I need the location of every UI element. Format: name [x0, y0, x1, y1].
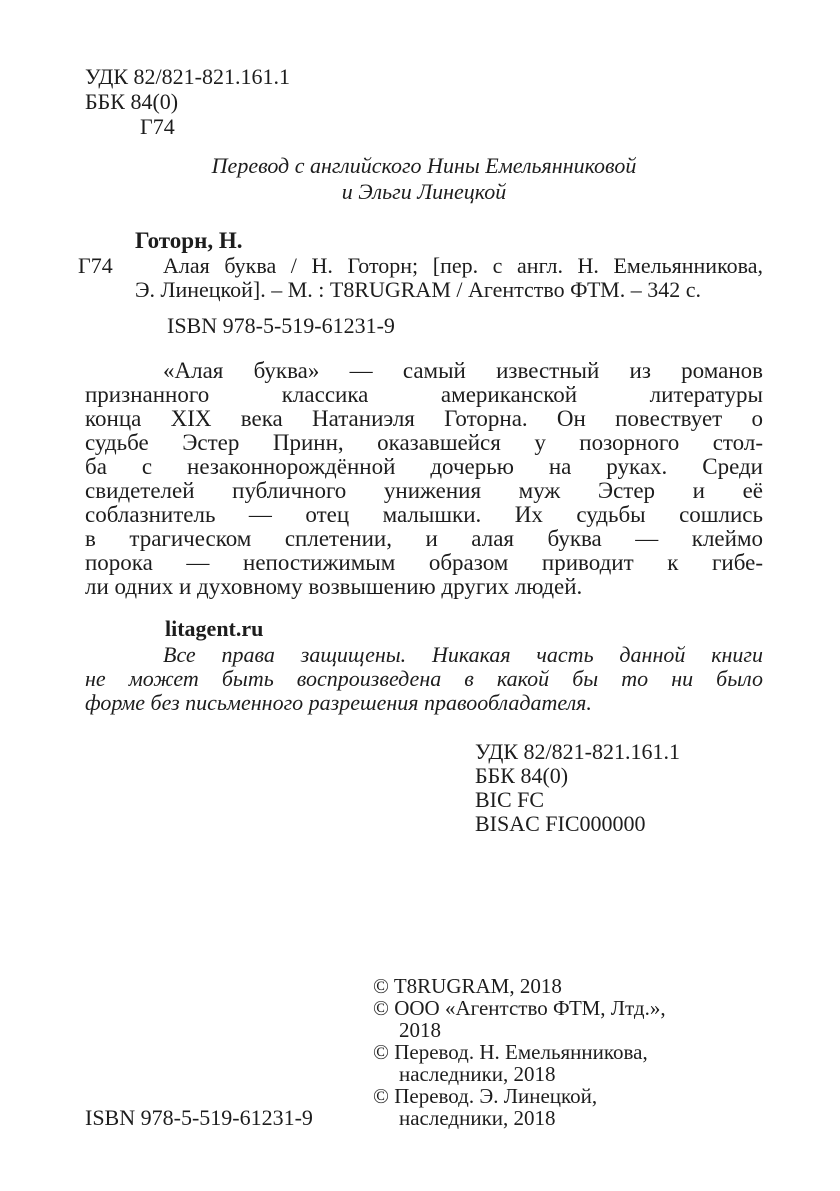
catalog-description-line1: Алая буква / Н. Готорн; [пер. с англ. Н. Емельянникова,	[163, 253, 763, 278]
book-annotation	[85, 359, 763, 599]
isbn-bottom: ISBN 978-5-519-61231-9	[85, 1105, 313, 1130]
annotation-line: в трагическом сплетении, и алая буква — клеймо	[85, 526, 763, 551]
bisac-code: BISAC FIC000000	[475, 811, 646, 836]
annotation-line: ли одних и духовному возвышению других людей.	[85, 574, 583, 599]
annotation-line: судьбе Эстер Принн, оказавшейся у позорного стол-	[85, 430, 763, 455]
copyright-line: © Перевод. Э. Линецкой,	[373, 1084, 598, 1108]
udk-code-right: УДК 82/821-821.161.1	[475, 739, 680, 764]
classification-codes-top	[85, 64, 290, 139]
rights-line: форме без письменного разрешения правообладателя.	[85, 690, 592, 715]
copyright-block	[373, 975, 753, 1129]
copyright-line-cont: наследники, 2018	[399, 1062, 556, 1086]
bic-code: BIC FC	[475, 787, 545, 812]
translator-credit-line2: и Эльги Линецкой	[341, 179, 507, 204]
translator-credit	[85, 153, 763, 205]
rights-line: Все права защищены. Никакая часть данной книги	[163, 642, 763, 667]
copyright-line-cont: наследники, 2018	[399, 1106, 556, 1130]
catalog-author-sign: Г74	[78, 253, 113, 278]
annotation-line: порока — непостижимым образом приводит к гибе-	[85, 550, 763, 575]
litagent-site-label: litagent.ru	[165, 616, 264, 641]
classification-codes-right	[475, 740, 680, 836]
rights-line: не может быть воспроизведена в какой бы то ни было	[85, 666, 763, 691]
annotation-line: «Алая буква» — самый известный из романов	[163, 358, 763, 383]
annotation-line: конца XIX века Натаниэля Готорна. Он повествует о	[85, 406, 763, 431]
copyright-line: © T8RUGRAM, 2018	[373, 974, 562, 998]
catalog-description-line2: Э. Линецкой]. – М. : T8RUGRAM / Агентство ФТМ. – 342 с.	[135, 277, 701, 302]
udk-code: УДК 82/821-821.161.1	[85, 64, 290, 89]
copyright-line: © ООО «Агентство ФТМ, Лтд.»,	[373, 996, 666, 1020]
copyright-line: © Перевод. Н. Емельянникова,	[373, 1040, 648, 1064]
annotation-line: соблазнитель — отец малышки. Их судьбы сошлись	[85, 502, 763, 527]
isbn-top: ISBN 978-5-519-61231-9	[167, 313, 395, 338]
translator-credit-line1: Перевод с английского Нины Емельянниковой	[211, 153, 637, 178]
catalog-author: Готорн, Н.	[135, 228, 243, 253]
author-sign-code: Г74	[140, 114, 175, 139]
annotation-line: ба с незаконнорождённой дочерью на руках. Среди	[85, 454, 763, 479]
copyright-line-cont: 2018	[399, 1018, 441, 1042]
bbk-code: ББК 84(0)	[85, 89, 179, 114]
bbk-code-right: ББК 84(0)	[475, 763, 569, 788]
annotation-line: признанного классика американской литературы	[85, 382, 763, 407]
rights-notice	[85, 643, 763, 715]
annotation-line: свидетелей публичного унижения муж Эстер и её	[85, 478, 763, 503]
